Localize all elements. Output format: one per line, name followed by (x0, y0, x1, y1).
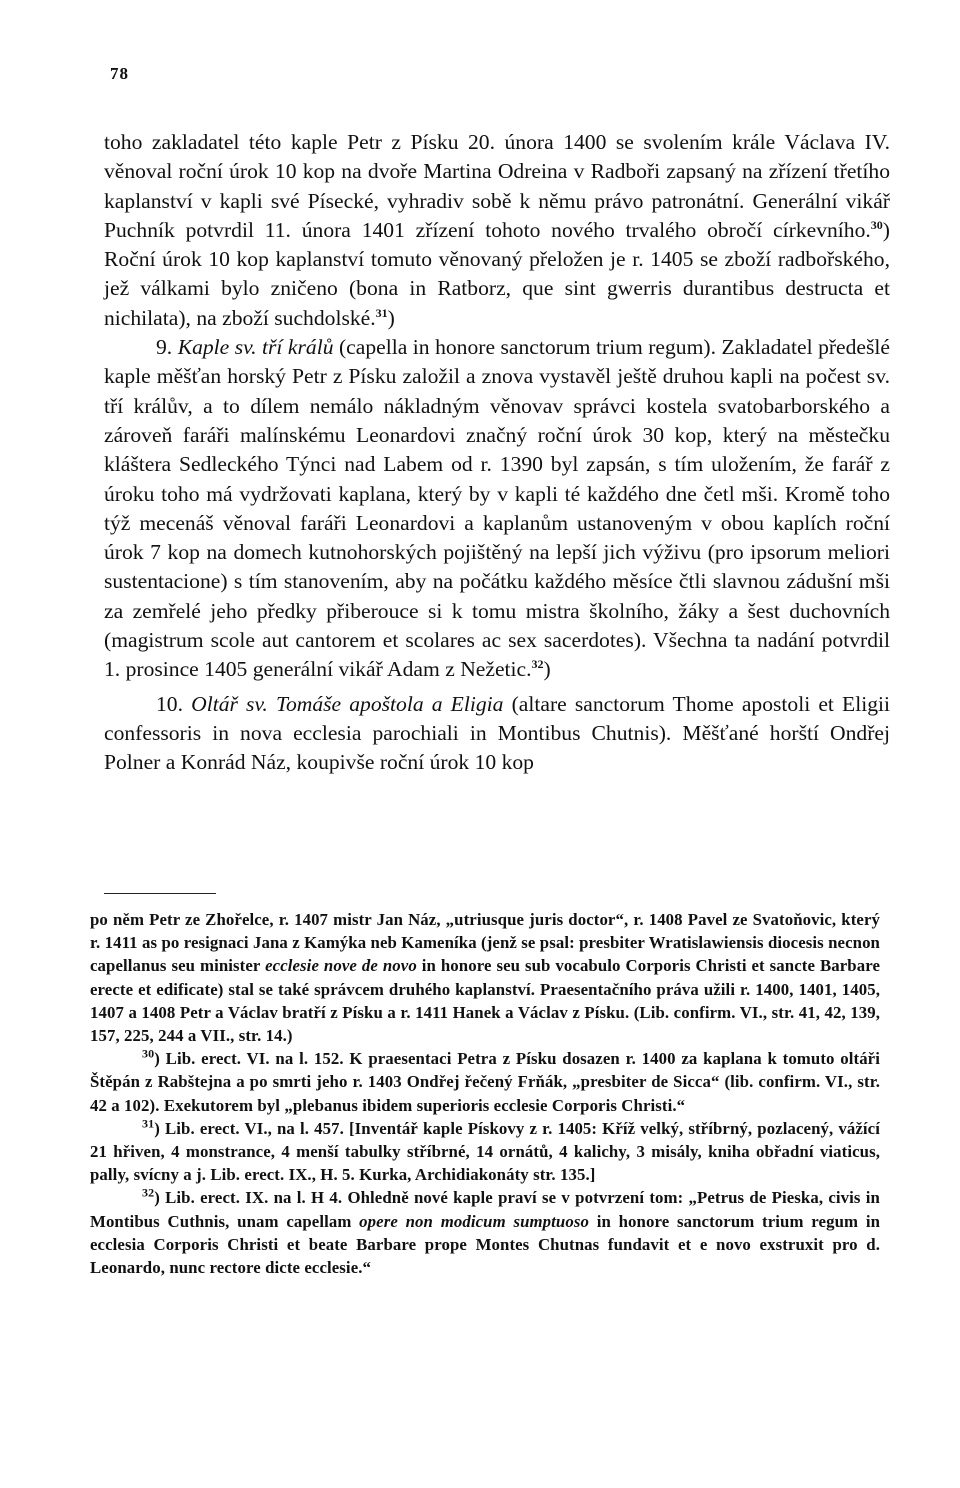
paragraph-text: toho zakladatel této kaple Petr z Písku 20. února 1400 se svolením krále Václava IV. věnoval roční úrok 10 kop na dvoře Martina Odreina v Radboři zapsaný na zřízení třetího kaplanství v kapli své Písecké, vyhradiv sobě k němu právo patronátní. Generální vikář Puchník potvrdil 11. února 1401 zřízení tohoto nového trvalého obročí církevního. (104, 130, 890, 242)
footnote-mark: 32 (142, 1185, 155, 1200)
paragraph-text: (altare sanctorum Thome apostoli et Eligii confessoris in nova ecclesia parochiali in Montibus Chutnis). Měšťané horští Ondřej Polner a Konrád Náz, koupivše roční úrok 10 kop (104, 691, 891, 775)
footnote-italic: opere non modicum sumptuoso (359, 1211, 589, 1231)
footnote-text: in honore seu sub vocabulo Corporis Christi et sancte Barbare erecte et edificate) stal se také správcem druhého kaplanství. Praesentačního práva užili r. 1400, 1401, 1405, 1407 a 1408 Petr a Václav bratří z Písku a r. 1411 Hanek a Václav z Písku. (Lib. confirm. VI., str. 41, 42, 139, 157, 225, 244 a VII., str. 14.) (90, 956, 880, 1046)
footnote-31 (90, 1117, 880, 1187)
footnote-ref-31[interactable]: 31 (375, 305, 388, 320)
footnote-continuation (90, 908, 880, 1047)
section-title: Oltář sv. Tomáše apoštola a Eligia (191, 691, 504, 716)
footnote-ref-30[interactable]: 30 (870, 217, 883, 232)
paragraph-text: ) (543, 657, 551, 682)
footnote-mark: 30 (142, 1046, 155, 1061)
footnote-mark: 31 (142, 1116, 155, 1131)
footnote-text: po něm Petr ze Zhořelce, r. 1407 mistr Jan Náz, „utriusque juris doctor“, r. 1408 Pavel ze Svatoňovic, který r. 1411 as po resignaci Jana z Kamýka neb Kameníka (jenž se psal: presbiter Wratislawiensis diocesis necnon capellanus seu minister (90, 910, 880, 976)
footnote-30 (90, 1047, 880, 1117)
footnote-text: in honore sanctorum trium regum in ecclesia Corporis Christi et beate Barbare prope Montes Chutnas fundavit et e novo exstruxit pro d. Leonardo, nunc rectore dicte ecclesie.“ (90, 1211, 881, 1278)
section-9 (104, 333, 890, 685)
footnote-text: ) Lib. erect. VI., na l. 457. [Inventář kaple Pískovy z r. 1405: Kříž velký, stříbrný, pozlacený, vážící 21 hřiven, 4 monstrance, 4 menší tabulky stříbrné, 14 ornátů, 4 kalichy, 3 misály, kniha obřadní viaticus, pally, svícny a j. Lib. erect. IX., H. 5. Kurka, Archidiakonáty str. 135.] (90, 1118, 880, 1185)
footnote-32 (90, 1186, 880, 1279)
paragraph-text: (capella in honore sanctorum trium regum). Zakladatel předešlé kaple měšťan horský Petr z Písku založil a znova vystavěl ještě druhou kapli na počest sv. tří králův, a to dílem nemálo nákladným věnovav správci kostela svatobarborského a zároveň faráři malínskému Leonardovi značný roční úrok 30 kop, který na městečku kláštera Sedleckého Týnci nad Labem od r. 1390 byl zapsán, s tím uložením, že farář z úroku toho má vydržovati kaplana, který by v kapli té každého dne četl mši. Kromě toho týž mecenáš věnoval faráři Leonardovi a kaplanům ustanoveným v obou kaplích roční úrok 7 kop na domech kutnohorských pojištěný na lepší jich výživu (pro ipsorum meliori sustentacione) s tím stanovením, aby na počátku každého měsíce čtli slavnou zádušní mši za zemřelé jeho předky přiberouce si k tomu mistra školního, žáky a šest duchovních (magistrum scole aut cantorem et scolares ac sex sacerdotes). Všechna ta nadání potvrdil 1. prosince 1405 generální vikář Adam z Nežetic. (104, 335, 891, 682)
section-10 (104, 690, 890, 778)
footnote-ref-32[interactable]: 32 (531, 657, 544, 672)
paragraph-text: ) Roční úrok 10 kop kaplanství tomuto věnovaný přeložen je r. 1405 se zboží radbořského, jež válkami bylo zničeno (bona in Ratborz, que sint gwerris durantibus destructa et nichilata), na zboží suchdolské. (104, 217, 890, 330)
page-number: 78 (110, 64, 129, 83)
section-number: 9. (156, 335, 178, 360)
footnote-italic: ecclesie nove de novo (265, 956, 417, 976)
main-text (104, 128, 890, 778)
paragraph-kaplanstvi (104, 128, 890, 333)
paragraph-text: ) (387, 305, 395, 330)
footnote-text: ) Lib. erect. VI. na l. 152. K praesentaci Petra z Písku dosazen r. 1400 za kaplana k tomuto oltáři Štěpán z Rabštejna a po smrti jeho r. 1403 Ondřej řečený Frňák, „presbiter de Sicca“ (lib. confirm. VI., str. 42 a 102). Exekutorem byl „plebanus ibidem superioris ecclesie Corporis Christi.“ (90, 1049, 880, 1115)
section-title: Kaple sv. tří králů (177, 335, 334, 360)
footnotes (90, 908, 880, 1279)
section-number: 10. (156, 691, 192, 716)
footnote-divider (104, 893, 216, 894)
footnote-text: ) Lib. erect. IX. na l. H 4. Ohledně nové kaple praví se v potvrzení tom: „Petrus de Pieska, civis in Montibus Cuthnis, unam capellam (90, 1188, 880, 1231)
